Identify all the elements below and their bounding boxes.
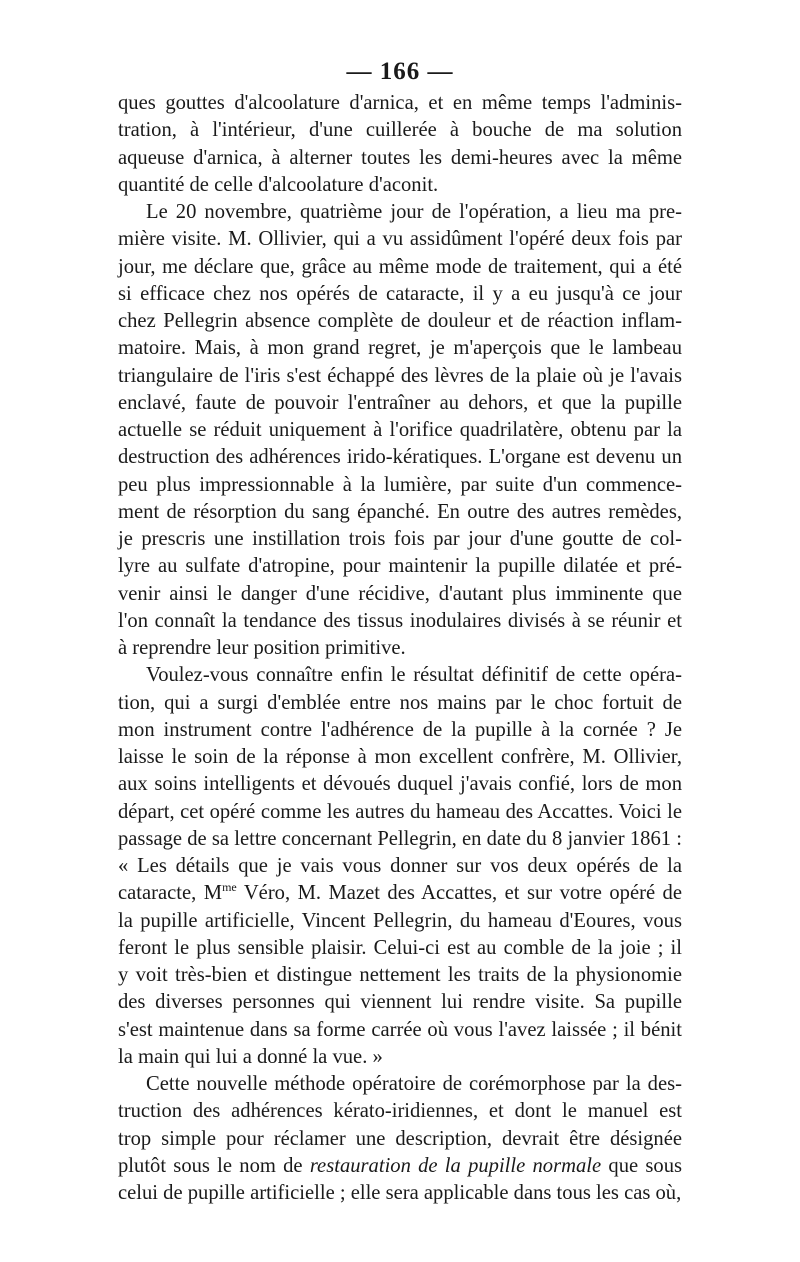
text-line: je prescris une instillation trois fois par jour d'une goutte de col- xyxy=(118,528,682,550)
text-line: jour, me déclare que, grâce au même mode de traitement, qui a été xyxy=(118,255,682,278)
text-line: des diverses personnes qui viennent lui rendre visite. Sa pupille xyxy=(118,991,682,1014)
text-line: feront le plus sensible plaisir. Celui-ci est au comble de la joie ; il xyxy=(118,936,682,959)
text-line: mon instrument contre l'adhérence de la pupille à la cornée ? Je xyxy=(118,718,682,741)
text-line: chez Pellegrin absence complète de douleur et de réaction inflam- xyxy=(118,310,682,332)
text-line: trop simple pour réclamer une description, devrait être désignée xyxy=(118,1127,682,1150)
text-line: départ, cet opéré comme les autres du hameau des Accattes. Voici le xyxy=(118,800,682,823)
text-line: y voit très-bien et distingue nettement les traits de la physionomie xyxy=(118,964,682,986)
paragraph xyxy=(118,199,682,662)
text-line: cataracte, $M^{me}$ Véro, M. Mazet des Accattes, et sur votre opéré de xyxy=(118,880,682,905)
text-line: s'est maintenue dans sa forme carrée où vous l'avez laissée ; il bénit xyxy=(118,1018,682,1041)
page-number: — 166 — xyxy=(346,58,454,85)
text-line: tration, à l'intérieur, d'une cuillerée à bouche de ma solution xyxy=(118,119,682,142)
text-line: quantité de celle d'alcoolature d'aconit. xyxy=(118,173,439,196)
text-line: venir ainsi le danger d'une récidive, d'autant plus imminente que xyxy=(118,582,682,605)
text-line: mière visite. M. Ollivier, qui a vu assidûment l'opéré deux fois par xyxy=(118,228,682,251)
text-line: tion, qui a surgi d'emblée entre nos mains par le choc fortuit de xyxy=(118,691,682,714)
text-line: actuelle se réduit uniquement à l'orifice quadrilatère, obtenu par la xyxy=(118,419,682,441)
text-line: aux soins intelligents et dévoués duquel j'avais confié, lors de mon xyxy=(118,773,682,796)
text-line: laisse le soin de la réponse à mon excellent confrère, M. Ollivier, xyxy=(118,746,682,768)
text-line: lyre au sulfate d'atropine, pour maintenir la pupille dilatée et pré- xyxy=(118,555,682,578)
text-line: la pupille artificielle, Vincent Pellegrin, du hameau d'Eoures, vous xyxy=(118,909,682,932)
text-line: l'on connaît la tendance des tissus inodulaires divisés à se réunir et xyxy=(118,609,682,632)
text-line: matoire. Mais, à mon grand regret, je m'aperçois que le lambeau xyxy=(118,337,682,360)
text-line: « Les détails que je vais vous donner sur vos deux opérés de la xyxy=(118,855,682,877)
text-line: peu plus impressionnable à la lumière, par suite d'un commence- xyxy=(118,473,682,496)
text-line: si efficace chez nos opérés de cataracte, il y a eu jusqu'à ce jour xyxy=(118,282,682,305)
text-line: la main qui lui a donné la vue. » xyxy=(118,1045,383,1068)
paragraph xyxy=(118,90,682,199)
text-line: enclavé, faute de pouvoir l'entraîner au dehors, et que la pupille xyxy=(118,391,682,414)
text-line: ques gouttes d'alcoolature d'arnica, et en même temps l'adminis- xyxy=(118,92,682,114)
body-text xyxy=(118,90,682,1207)
text-line: à reprendre leur position primitive. xyxy=(118,637,406,659)
paragraph xyxy=(118,1071,682,1207)
text-line: celui de pupille artificielle ; elle sera applicable dans tous les cas où, xyxy=(118,1182,682,1204)
text-line: ment de résorption du sang épanché. En outre des autres remèdes, xyxy=(118,500,682,523)
paragraph xyxy=(118,662,682,1071)
text-line: Le 20 novembre, quatrième jour de l'opération, a lieu ma pre- xyxy=(146,201,682,223)
text-line: triangulaire de l'iris s'est échappé des lèvres de la plaie où je l'avais xyxy=(118,364,682,387)
text-line: passage de sa lettre concernant Pellegrin, en date du 8 janvier 1861 : xyxy=(118,827,682,850)
text-line: destruction des adhérences irido-kératiques. L'organe est devenu un xyxy=(118,446,682,469)
text-line: aqueuse d'arnica, à alterner toutes les demi-heures avec la même xyxy=(118,146,682,169)
text-line: truction des adhérences kérato-iridiennes, et dont le manuel est xyxy=(118,1100,682,1123)
text-line: Voulez-vous connaître enfin le résultat définitif de cette opéra- xyxy=(146,664,682,687)
text-line: Cette nouvelle méthode opératoire de corémorphose par la des- xyxy=(146,1073,682,1095)
text-line: plutôt sous le nom de restauration de la pupille normale que sous xyxy=(118,1154,682,1177)
